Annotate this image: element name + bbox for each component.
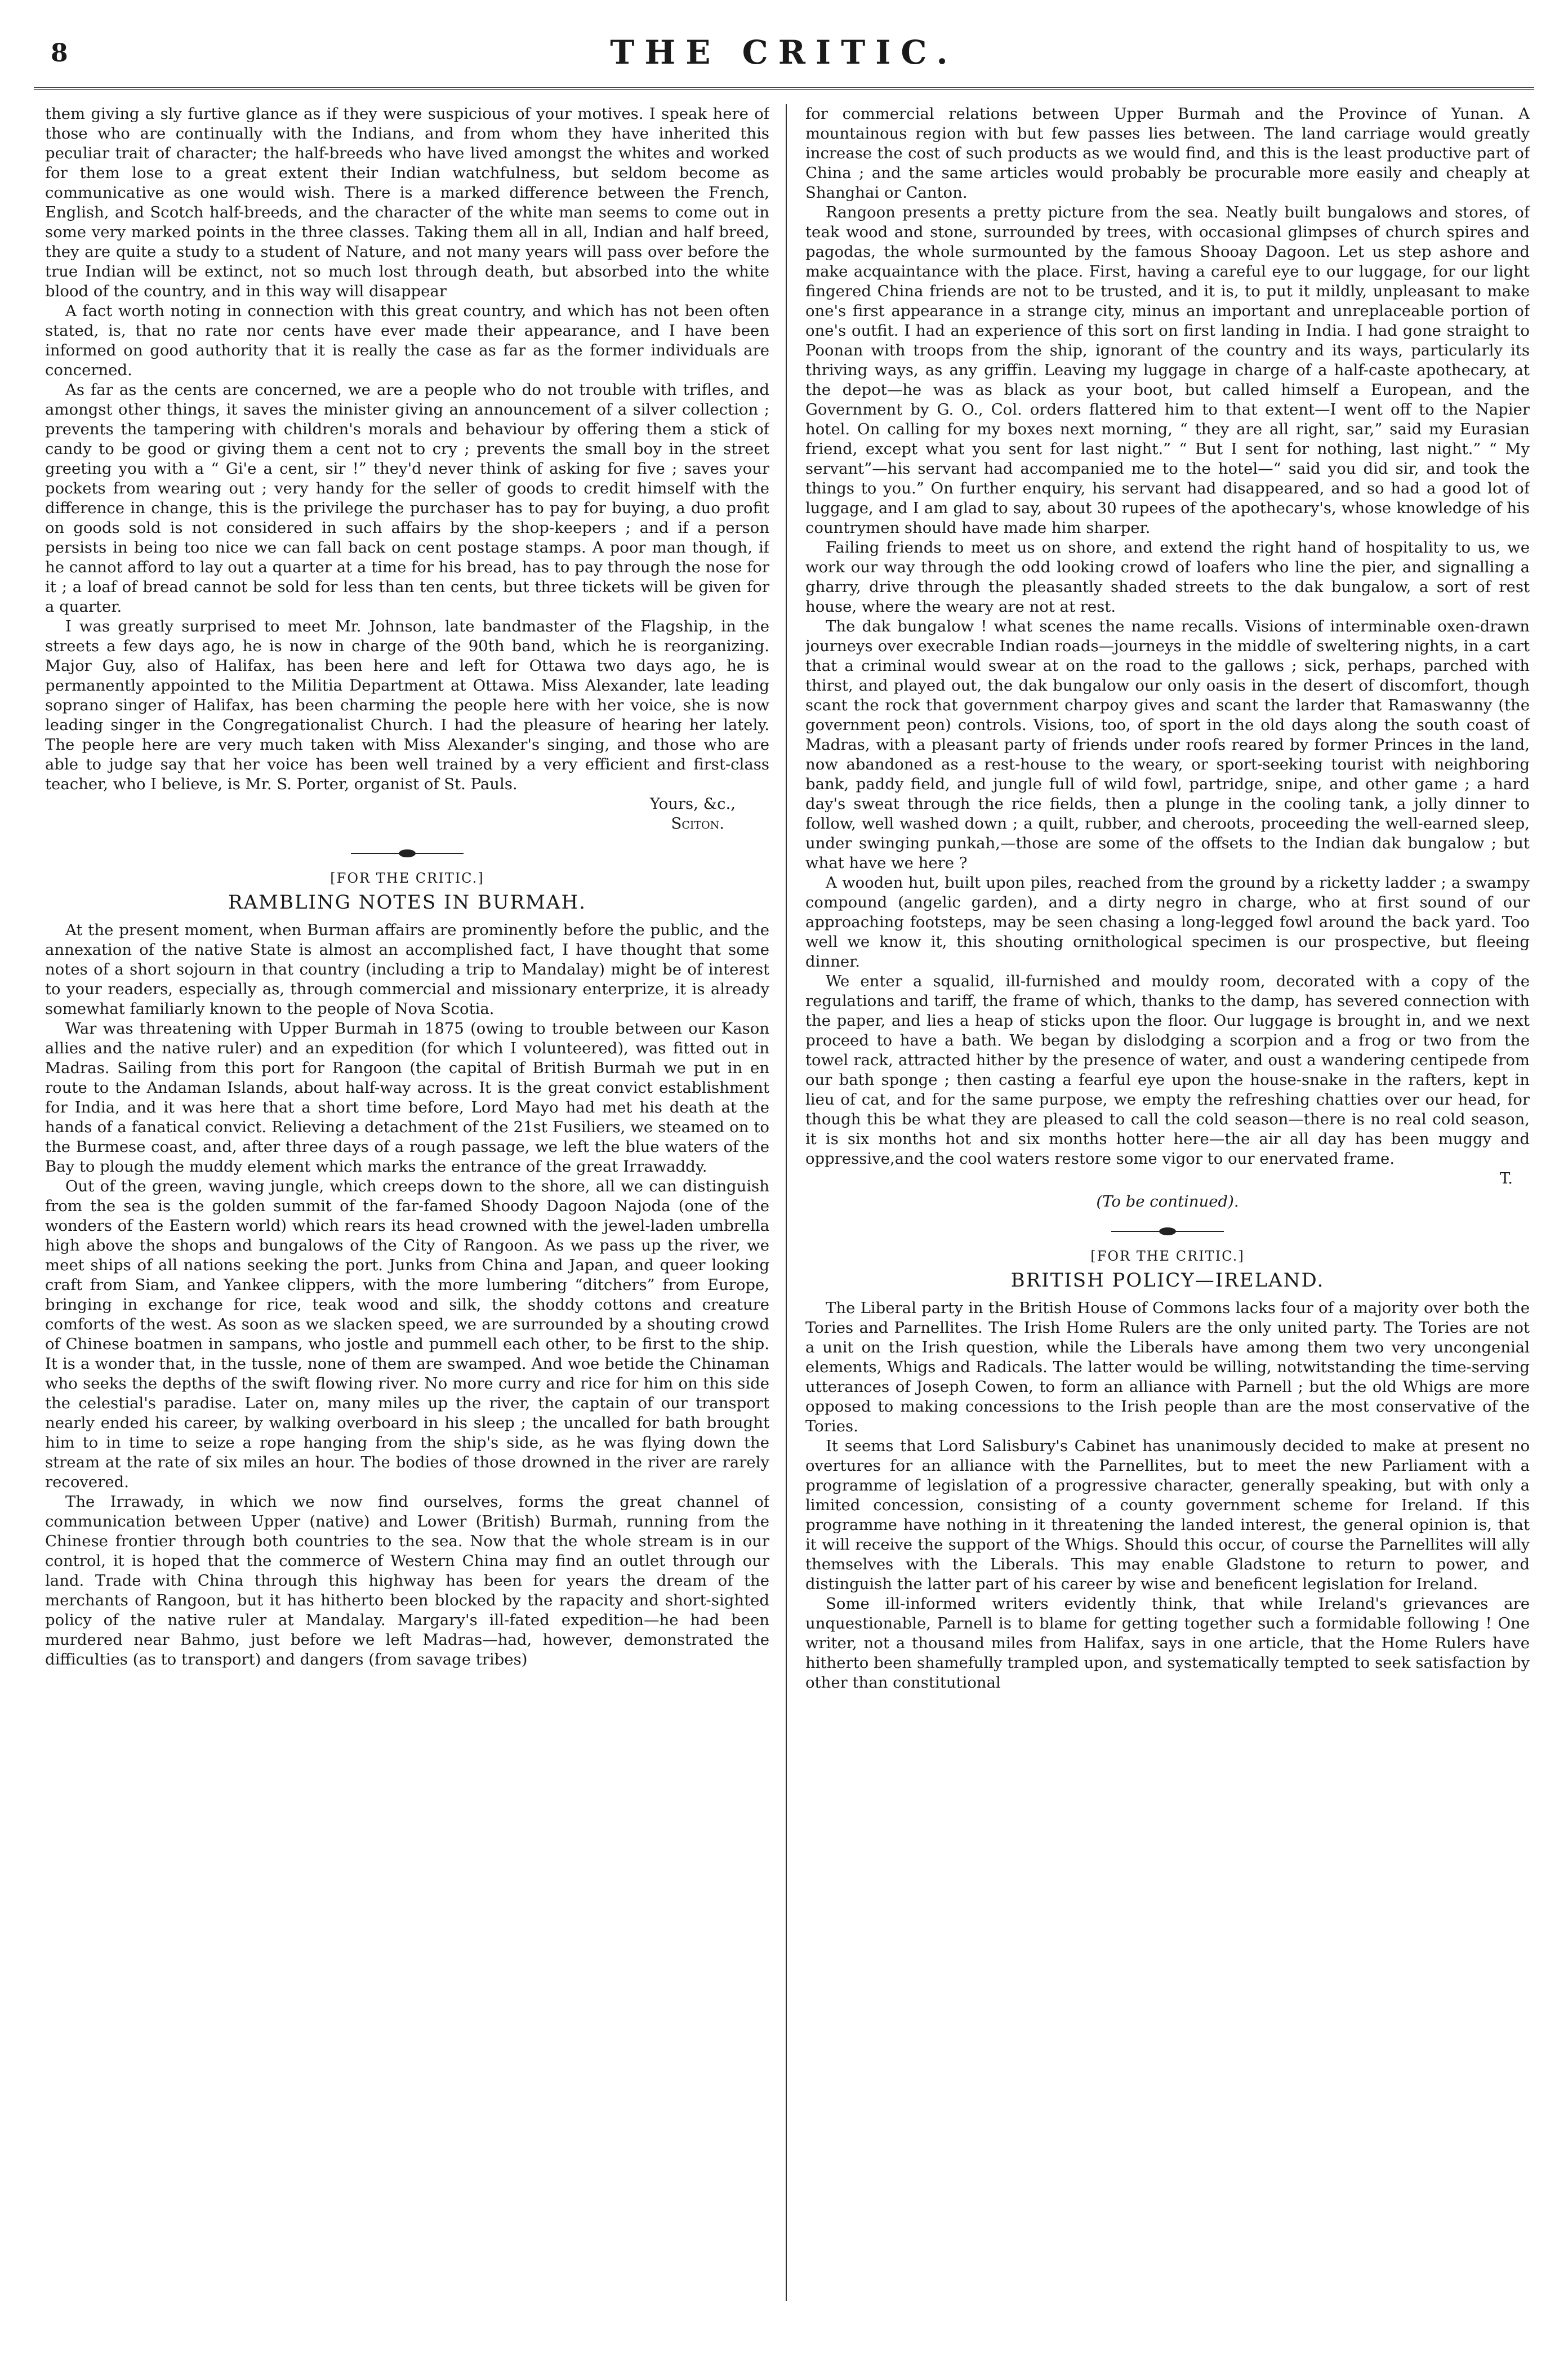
left-column xyxy=(45,104,769,2301)
newspaper-page xyxy=(34,31,1534,2318)
paragraph: The Irrawady, in which we now find ourselves, forms the great channel of communication between Upper (native) and Lower (British) Burmah, running from the Chinese frontier through both countries to the sea. Now that the whole stream is in our control, it is hoped that the commerce of Western China may find an outlet through our land. Trade with China through this highway has been for years the dream of the merchants of Rangoon, but it has hitherto been blocked by the rapacity and short-sighted policy of the native ruler at Mandalay. Margary's ill-fated expedition—he had been murdered near Bahmo, just before we left Madras—had, however, demonstrated the difficulties (as to transport) and dangers (from savage tribes) xyxy=(45,1493,769,1668)
paragraph: Rangoon presents a pretty picture from the sea. Neatly built bungalows and stores, of teak wood and stone, surrounded by trees, with occasional glimpses of church spires and pagodas, the whole surmounted by the famous Shooay Dagoon. Let us step ashore and make acquaintance with the place. First, having a careful eye to our luggage, for our light fingered China friends are not to be trusted, and it is, to put it mildly, unpleasant to make one's first appearance in a strange city, minus an important and unreplaceable portion of one's outfit. I had an experience of this sort on first landing in India. I had gone straight to Poonan with troops from the ship, ignorant of the country and its ways, particularly its thriving ways, as any griffin. Leaving my luggage in charge of a half-caste apothecary, at the depot—he was as black as your boot, but called himself a European, and the Government by G. O., Col. orders flattered him to that extent—I went off to the Napier hotel. On calling for my boxes next morning, “ they are all right, sar,” said my Eurasian friend, except what you sent for last night.” “ But I sent for nothing, last night.” “ My servant”—his servant had accompanied me to the hotel—“ said you did sir, and took the things to you.” On further enquiry, his servant had disappeared, and so had a good lot of luggage, and I am glad to say, about 30 rupees of the apothecary's, whose knowledge of his countrymen should have made him sharper. xyxy=(805,203,1530,537)
paragraph: It seems that Lord Salisbury's Cabinet has unanimously decided to make at present no overtures for an alliance with the Parnellites, but to meet the new Parliament with a programme of legislation of a progressive character, generally speaking, but with only a limited concession, consisting of a county government scheme for Ireland. If this programme have nothing in it threatening the landed interest, the general opinion is, that it will receive the support of the Whigs. Should this occur, of course the Parnellites will ally themselves with the Liberals. This may enable Gladstone to return to power, and distinguish the latter part of his career by wise and beneficent legislation for Ireland. xyxy=(805,1437,1530,1593)
paragraph: We enter a squalid, ill-furnished and mouldy room, decorated with a copy of the regulations and tariff, the frame of which, thanks to the damp, has severed connection with the paper, and lies a heap of sticks upon the floor. Our luggage is brought in, and we next proceed to have a bath. We began by dislodging a scorpion and a frog or two from the towel rack, attracted hither by the presence of water, and oust a wandering centipede from our bath sponge ; then casting a fearful eye upon the house-snake in the rafters, kept in lieu of cat, and for the same purpose, we empty the refreshing chatties over our head, for though this be what they are pleased to call the cold season—there is no real cold season, it is six months hot and six months hotter here—the air all day has been muggy and oppressive,and the cool waters restore some vigor to our enervated frame. xyxy=(805,972,1530,1168)
paragraph: A wooden hut, built upon piles, reached from the ground by a ricketty ladder ; a swampy compound (angelic garden), and a dirty negro in charge, who at first sound of our approaching footsteps, may be seen chasing a long-legged fowl around the back yard. Too well we know it, this shouting ornithological specimen is our prospective, but fleeing dinner. xyxy=(805,874,1530,971)
paragraph: As far as the cents are concerned, we are a people who do not trouble with trifles, and amongst other things, it saves the minister giving an announcement of a silver collection ; prevents the tampering with children's morals and behaviour by offering them a stick of candy to be good or giving them a cent not to cry ; prevents the small boy in the street greeting you with a “ Gi'e a cent, sir !” they'd never think of asking for five ; saves your pockets from wearing out ; very handy for the seller of goods to credit himself with the difference in change, this is the privilege the purchaser has to pay for buying, a duo profit on goods sold is not considered in such affairs by the shop-keepers ; and if a person persists in being too nice we can fall back on cent postage stamps. A poor man though, if he cannot afford to lay out a quarter at a time for his bread, has to pay through the nose for it ; a loaf of bread cannot be sold for less than ten cents, but three tickets will be given for a quarter. xyxy=(45,381,769,616)
article-signature: T. xyxy=(1499,1169,1513,1187)
signature: Sciton. xyxy=(671,815,724,833)
letter-closing xyxy=(45,794,769,814)
section-divider xyxy=(351,849,464,857)
section-divider xyxy=(1111,1227,1224,1235)
article-title: BRITISH POLICY—IRELAND. xyxy=(1010,1269,1325,1292)
paragraph: I was greatly surprised to meet Mr. Johnson, late bandmaster of the Flagship, in the streets a few days ago, he is now in charge of the 90th band, which he is reorganizing. Major Guy, also of Halifax, has been here and left for Ottawa two days ago, he is permanently appointed to the Militia Department at Ottawa. Miss Alexander, late leading soprano singer of Halifax, has been charming the people here with her voice, she is now leading singer in the Congregationalist Church. I had the pleasure of hearing her lately. The people here are very much taken with Miss Alexander's singing, and those who are able to judge say that her voice has been well trained by a very efficient and first-class teacher, who I believe, is Mr. S. Porter, organist of St. Pauls. xyxy=(45,617,769,793)
article-columns xyxy=(34,104,1534,2318)
paragraph: At the present moment, when Burman affairs are prominently before the public, and the annexation of the native State is almost an accomplished fact, I have thought that some notes of a short sojourn in that country (including a trip to Mandalay) might be of interest to your readers, especially as, through commercial and missionary enterprize, it is already somewhat familiarly known to the people of Nova Scotia. xyxy=(45,921,769,1018)
masthead: THE CRITIC. xyxy=(610,33,958,72)
article-source: [FOR THE CRITIC.] xyxy=(1090,1248,1245,1264)
paragraph: War was threatening with Upper Burmah in 1875 (owing to trouble between our Kason allies and the native ruler) and an expedition (for which I volunteered), was fitted out in Madras. Sailing from this port for Rangoon (the capital of British Burmah we put in en route to the Andaman Islands, about half-way across. It is the great convict establishment for India, and it was here that a short time before, Lord Mayo had met his death at the hands of a fanatical convict. Relieving a detachment of the 21st Fusiliers, we steamed on to the Burmese coast, and, after three days of a rough passage, we left the blue waters of the Bay to plough the muddy element which marks the entrance of the great Irrawaddy. xyxy=(45,1020,769,1176)
sign-off: Yours, &c., xyxy=(649,795,736,813)
page-number: 8 xyxy=(51,39,68,68)
paragraph: them giving a sly furtive glance as if they were suspicious of your motives. I speak here of those who are continually with the Indians, and from whom they have inherited this peculiar trait of character; the half-breeds who have lived amongst the whites and worked for them lose to a great extent their Indian watchfulness, but seldom become as communicative as one would wish. There is a marked difference between the French, English, and Scotch half-breeds, and the character of the white man seems to come out in some very marked points in the three classes. Taking them all in all, Indian and half breed, they are quite a study to a student of Nature, and not many years will pass over before the true Indian will be extinct, not so much lost through death, but absorbed into the white blood of the country, and in this way will disappear xyxy=(45,105,769,300)
page-header xyxy=(34,31,1534,90)
paragraph: Failing friends to meet us on shore, and extend the right hand of hospitality to us, we work our way through the odd looking crowd of loafers who line the pier, and signalling a gharry, drive through the pleasantly shaded streets to the dak bungalow, a sort of rest house, where the weary are not at rest. xyxy=(805,539,1530,616)
paragraph: for commercial relations between Upper Burmah and the Province of Yunan. A mountainous region with but few passes lies between. The land carriage would greatly increase the cost of such products as we would find, and this is the least productive part of China ; and the same articles would probably be procurable more easily and cheaply at Shanghai or Canton. xyxy=(805,105,1530,202)
paragraph: Out of the green, waving jungle, which creeps down to the shore, all we can distinguish from the sea is the golden summit of the far-famed Shoody Dagoon Najoda (one of the wonders of the Eastern world) which rears its head crowned with the jewel-laden umbrella high above the shops and bungalows of the City of Rangoon. As we pass up the river, we meet ships of all nations seeking the port. Junks from China and Japan, and queer looking craft from Siam, and Yankee clippers, with the more lumbering “ditchers” from Europe, bringing in exchange for rice, teak wood and silk, the shoddy cottons and creature comforts of the west. As soon as we slacken speed, we are surrounded by a shouting crowd of Chinese boatmen in sampans, who jostle and pummell each other, to be first to the ship. It is a wonder that, in the tussle, none of them are swamped. And woe betide the Chinaman who seeks the depths of the swift flowing river. No more curry and rice for him on this side the celestial's paradise. Later on, many miles up the river, the captain of our transport nearly ended his career, by walking overboard in his sleep ; the uncalled for bath brought him to in time to seize a rope hanging from the ship's side, as he was flying down the stream at the rate of six miles an hour. The bodies of those drowned in the river are rarely recovered. xyxy=(45,1177,769,1491)
article-source: [FOR THE CRITIC.] xyxy=(330,870,484,886)
column-rule xyxy=(786,104,787,2301)
paragraph: The dak bungalow ! what scenes the name recalls. Visions of interminable oxen-drawn journeys over execrable Indian roads—journeys in the middle of sweltering nights, in a cart that a criminal would swear at on the road to the gallows ; sick, perhaps, parched with thirst, and played out, the dak bungalow our only oasis in the desert of discomfort, though scant the rock that government charpoy gives and scant the larder that Ramaswanny (the government peon) controls. Visions, too, of sport in the old days along the south coast of Madras, with a pleasant party of friends under roofs reared by former Princes in the land, now abandoned as a rest-house to the weary, or sport-seeking tourist with neighboring bank, paddy field, and jungle full of wild fowl, partridge, snipe, and other game ; a hard day's sweat through the rice fields, then a plunge in the cooling tank, a jolly dinner to follow, well washed down ; a quilt, rubber, and cheroots, proceeding the well-earned sleep, under swinging punkah,—those are some of the offsets to the Indian dak bungalow ; but what have we here ? xyxy=(805,617,1530,872)
paragraph: The Liberal party in the British House of Commons lacks four of a majority over both the Tories and Parnellites. The Irish Home Rulers are the only united party. The Tories are not a unit on the Irish question, while the Liberals have among them two very uncongenial elements, Whigs and Radicals. The latter would be willing, notwitstanding the time-serving utterances of Joseph Cowen, to form an alliance with Parnell ; but the old Whigs are more opposed to making concessions to the Irish people than are the most conservative of the Tories. xyxy=(805,1299,1530,1435)
article-title: RAMBLING NOTES IN BURMAH. xyxy=(228,891,586,914)
paragraph: Some ill-informed writers evidently think, that while Ireland's grievances are unquestionable, Parnell is to blame for getting together such a formidable following ! One writer, not a thousand miles from Halifax, says in one article, that the Home Rulers have hitherto been shamefully trampled upon, and systematically tempted to seek satisfaction by other than constitutional xyxy=(805,1595,1530,1692)
right-column xyxy=(805,104,1530,2301)
paragraph: A fact worth noting in connection with this great country, and which has not been often stated, is, that no rate nor cents have ever made their appearance, and I have been informed on good authority that it is really the case as far as the former individuals are concerned. xyxy=(45,302,769,379)
continued-note: (To be continued). xyxy=(1096,1192,1239,1211)
